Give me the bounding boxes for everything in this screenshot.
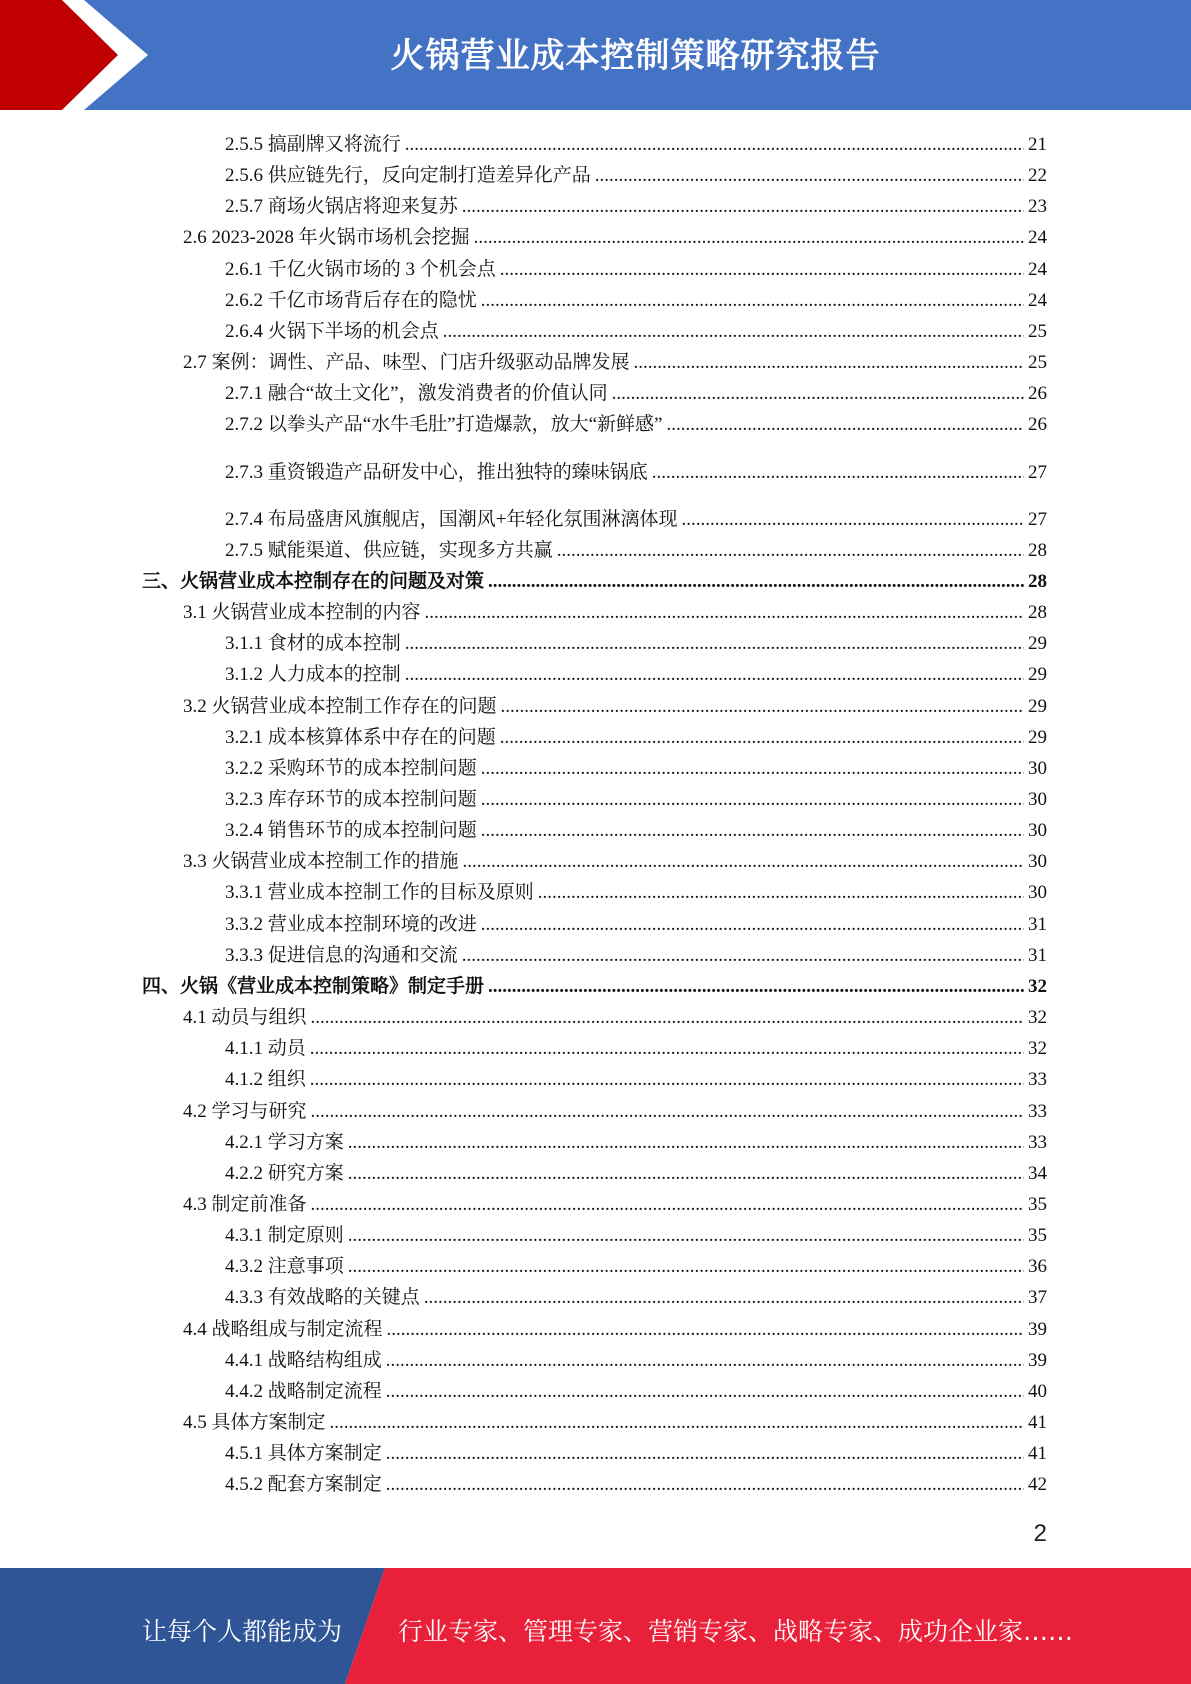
toc-entry-label: 4.4.1 战略结构组成 [225,1349,382,1371]
toc-entry[interactable] [142,970,1047,1000]
toc-entry-page: 33 [1028,1131,1047,1153]
toc-entry-label: 2.5.5 搞副牌又将流行 [225,134,401,155]
toc-entry-page: 25 [1028,320,1047,342]
toc-entry-label: 4.3.1 制定原则 [225,1225,344,1247]
toc-entry[interactable] [225,253,1047,283]
footer-slogan-left: 让每个人都能成为 [142,1617,343,1646]
toc-entry-page: 29 [1028,695,1047,717]
toc-leader-dots [474,225,1024,251]
toc-entry-page: 35 [1028,1193,1047,1215]
toc-entry-page: 27 [1028,461,1047,483]
toc-entry-label: 4.5.2 配套方案制定 [225,1474,382,1496]
toc-entry[interactable] [225,752,1047,782]
toc-entry[interactable] [225,1437,1047,1467]
toc-entry-label: 2.6.1 千亿火锅市场的 3 个机会点 [225,258,496,280]
toc-leader-dots [405,132,1024,158]
toc-entry[interactable] [225,876,1047,906]
toc-entry-label: 3.3.3 促进信息的沟通和交流 [225,944,458,966]
page-number: 2 [1033,1520,1047,1547]
toc-entry-label: 4.3.2 注意事项 [225,1256,344,1278]
toc-entry[interactable] [225,908,1047,938]
toc-entry[interactable] [225,1063,1047,1093]
toc-leader-dots [386,1472,1024,1498]
toc-entry-label: 3.1 火锅营业成本控制的内容 [183,602,421,624]
toc-entry-page: 28 [1028,539,1047,561]
toc-entry-label: 4.5.1 具体方案制定 [225,1443,382,1465]
toc-entry-label: 2.7 案例：调性、产品、味型、门店升级驱动品牌发展 [183,352,630,374]
toc-entry-page: 37 [1028,1287,1047,1309]
toc-leader-dots [405,631,1024,657]
toc-entry[interactable] [225,1250,1047,1280]
toc-entry-label: 2.7.2 以拳头产品“水牛毛肚”打造爆款，放大“新鲜感” [225,414,663,436]
toc-entry[interactable] [183,596,1047,626]
toc-leader-dots [488,974,1024,1000]
toc-entry-label: 4.2.1 学习方案 [225,1131,344,1153]
page-footer [0,1568,1191,1684]
toc-leader-dots [462,943,1024,969]
toc-entry[interactable] [183,1406,1047,1436]
toc-leader-dots [405,662,1024,688]
toc-entry-page: 25 [1028,352,1047,374]
toc-entry-label: 四、火锅《营业成本控制策略》制定手册 [142,975,485,997]
toc-leader-dots [310,1067,1024,1093]
toc-entry-page: 26 [1028,383,1047,405]
toc-entry-label: 3.1.2 人力成本的控制 [225,664,401,686]
toc-leader-dots [386,1348,1024,1374]
toc-entry[interactable] [183,346,1047,376]
toc-entry-page: 29 [1028,664,1047,686]
toc-entry-label: 2.7.1 融合“故土文化”，激发消费者的价值认同 [225,383,608,405]
toc-leader-dots [311,1005,1024,1031]
toc-entry[interactable] [183,1001,1047,1031]
toc-entry-page: 31 [1028,944,1047,966]
toc-entry-page: 24 [1028,289,1047,311]
toc-leader-dots [424,1285,1024,1311]
toc-leader-dots [666,412,1024,438]
toc-entry-page: 30 [1028,757,1047,779]
toc-leader-dots [310,1036,1024,1062]
toc-entry-page: 21 [1028,134,1047,155]
toc-entry-page: 28 [1028,570,1047,592]
toc-entry-label: 4.4.2 战略制定流程 [225,1380,382,1402]
toc-entry-label: 4.3 制定前准备 [183,1193,307,1215]
toc-entry[interactable] [225,284,1047,314]
toc-entry[interactable] [225,456,1047,486]
toc-leader-dots [652,460,1024,486]
toc-entry-page: 32 [1028,1038,1047,1060]
toc-entry[interactable] [225,721,1047,751]
toc-entry[interactable] [225,627,1047,657]
toc-entry[interactable] [225,503,1047,533]
toc-entry-page: 40 [1028,1380,1047,1402]
toc-entry-label: 3.1.1 食材的成本控制 [225,633,401,655]
toc-entry-page: 39 [1028,1318,1047,1340]
toc-leader-dots [311,1099,1024,1125]
toc-entry-label: 三、火锅营业成本控制存在的问题及对策 [142,570,485,592]
toc-entry-label: 2.7.4 布局盛唐风旗舰店，国潮风+年轻化氛围淋漓体现 [225,508,678,530]
toc-entry-page: 39 [1028,1349,1047,1371]
toc-entry-label: 3.2.1 成本核算体系中存在的问题 [225,726,496,748]
toc-entry-page: 41 [1028,1443,1047,1465]
toc-leader-dots [443,319,1024,345]
toc-entry-label: 4.2 学习与研究 [183,1100,307,1122]
toc-entry-page: 34 [1028,1162,1047,1184]
toc-entry-label: 3.3.1 营业成本控制工作的目标及原则 [225,882,534,904]
toc-entry-label: 2.6 2023-2028 年火锅市场机会挖掘 [183,227,470,249]
toc-entry[interactable] [225,408,1047,438]
toc-entry-page: 33 [1028,1069,1047,1091]
toc-entry-page: 26 [1028,414,1047,436]
toc-leader-dots [387,1317,1024,1343]
toc-entry-label: 3.2.2 采购环节的成本控制问题 [225,757,477,779]
toc-entry-page: 33 [1028,1100,1047,1122]
toc-leader-dots [348,1254,1024,1280]
toc-entry[interactable] [225,1032,1047,1062]
toc-entry-page: 24 [1028,258,1047,280]
toc-leader-dots [481,288,1024,314]
toc-entry-page: 22 [1028,165,1047,187]
toc-leader-dots [595,163,1024,189]
toc-entry[interactable] [183,1188,1047,1218]
toc-entry-label: 3.2 火锅营业成本控制工作存在的问题 [183,695,497,717]
toc-entry[interactable] [225,534,1047,564]
toc-entry[interactable] [142,565,1047,595]
toc-leader-dots [501,694,1024,720]
toc-entry[interactable] [225,377,1047,407]
toc-entry[interactable] [183,690,1047,720]
toc-entry-page: 30 [1028,820,1047,842]
toc-leader-dots [386,1379,1024,1405]
toc-entry[interactable] [183,1095,1047,1125]
toc-entry-page: 23 [1028,196,1047,218]
toc-leader-dots [463,849,1024,875]
page-header [0,0,1191,110]
toc-entry[interactable] [225,1344,1047,1374]
toc-leader-dots [634,350,1024,376]
toc-leader-dots [348,1223,1024,1249]
toc-leader-dots [481,787,1024,813]
toc-entry-page: 29 [1028,633,1047,655]
toc-leader-dots [462,194,1024,220]
toc-entry-label: 4.3.3 有效战略的关键点 [225,1287,420,1309]
toc-entry-page: 30 [1028,789,1047,810]
toc-entry-page: 27 [1028,508,1047,530]
toc-leader-dots [348,1130,1024,1156]
toc-entry[interactable] [183,221,1047,251]
toc-entry[interactable] [225,658,1047,688]
toc-leader-dots [481,912,1024,938]
toc-entry-label: 2.6.4 火锅下半场的机会点 [225,320,439,342]
toc-entry[interactable] [225,1126,1047,1156]
toc-leader-dots [612,381,1024,407]
toc-entry-page: 32 [1028,1007,1047,1029]
toc-leader-dots [538,880,1024,906]
toc-leader-dots [500,725,1024,751]
toc-entry[interactable] [183,1313,1047,1343]
toc-entry-label: 3.3 火锅营业成本控制工作的措施 [183,851,459,873]
toc-entry-page: 41 [1028,1412,1047,1433]
toc-entry-label: 2.5.7 商场火锅店将迎来复苏 [225,196,458,218]
toc-leader-dots [481,756,1024,782]
toc-entry-page: 42 [1028,1474,1047,1496]
toc-entry-page: 32 [1028,975,1047,997]
toc-leader-dots [481,818,1024,844]
toc-entry-label: 2.7.3 重资锻造产品研发中心，推出独特的臻味锅底 [225,461,648,483]
toc-entry-page: 35 [1028,1225,1047,1247]
report-title: 火锅营业成本控制策略研究报告 [390,36,881,76]
toc-entry[interactable] [225,159,1047,189]
toc-entry-page: 36 [1028,1256,1047,1278]
toc-entry-label: 4.2.2 研究方案 [225,1162,344,1184]
toc-entry-page: 30 [1028,882,1047,904]
toc-leader-dots [500,257,1024,283]
toc-entry-label: 3.3.2 营业成本控制环境的改进 [225,913,477,935]
footer-slogan-right: 行业专家、管理专家、营销专家、战略专家、成功企业家…… [398,1617,1074,1646]
toc-leader-dots [425,600,1024,626]
toc-entry[interactable] [225,315,1047,345]
toc-leader-dots [330,1410,1024,1436]
toc-entry-label: 4.4 战略组成与制定流程 [183,1318,383,1340]
toc-entry-label: 4.1.1 动员 [225,1038,306,1060]
toc-entry[interactable] [183,845,1047,875]
toc-entry-label: 2.7.5 赋能渠道、供应链，实现多方共赢 [225,539,553,561]
toc-entry[interactable] [225,814,1047,844]
toc-entry-page: 30 [1028,851,1047,873]
toc-entry[interactable] [225,939,1047,969]
toc-leader-dots [681,507,1024,533]
toc-leader-dots [348,1161,1024,1187]
toc-leader-dots [557,538,1024,564]
toc-entry-page: 28 [1028,602,1047,624]
toc-entry[interactable] [225,190,1047,220]
toc-entry[interactable] [225,1468,1047,1498]
toc-entry[interactable] [225,1375,1047,1405]
toc-entry-page: 29 [1028,726,1047,748]
toc-entry-page: 24 [1028,227,1047,249]
toc-entry-label: 4.5 具体方案制定 [183,1412,326,1433]
toc-leader-dots [488,569,1024,595]
toc-entry-label: 4.1 动员与组织 [183,1007,307,1029]
toc-entry-label: 3.2.3 库存环节的成本控制问题 [225,789,477,810]
toc-leader-dots [386,1441,1024,1467]
toc-leader-dots [311,1192,1024,1218]
toc-entry-label: 4.1.2 组织 [225,1069,306,1091]
toc-entry-page: 31 [1028,913,1047,935]
toc-entry-label: 2.5.6 供应链先行，反向定制打造差异化产品 [225,165,591,187]
toc-entry[interactable] [225,128,1047,158]
toc-entry[interactable] [225,783,1047,813]
toc-entry-label: 2.6.2 千亿市场背后存在的隐忧 [225,289,477,311]
toc-entry-label: 3.2.4 销售环节的成本控制问题 [225,820,477,842]
toc-entry[interactable] [225,1281,1047,1311]
toc-entry[interactable] [225,1219,1047,1249]
toc-entry[interactable] [225,1157,1047,1187]
